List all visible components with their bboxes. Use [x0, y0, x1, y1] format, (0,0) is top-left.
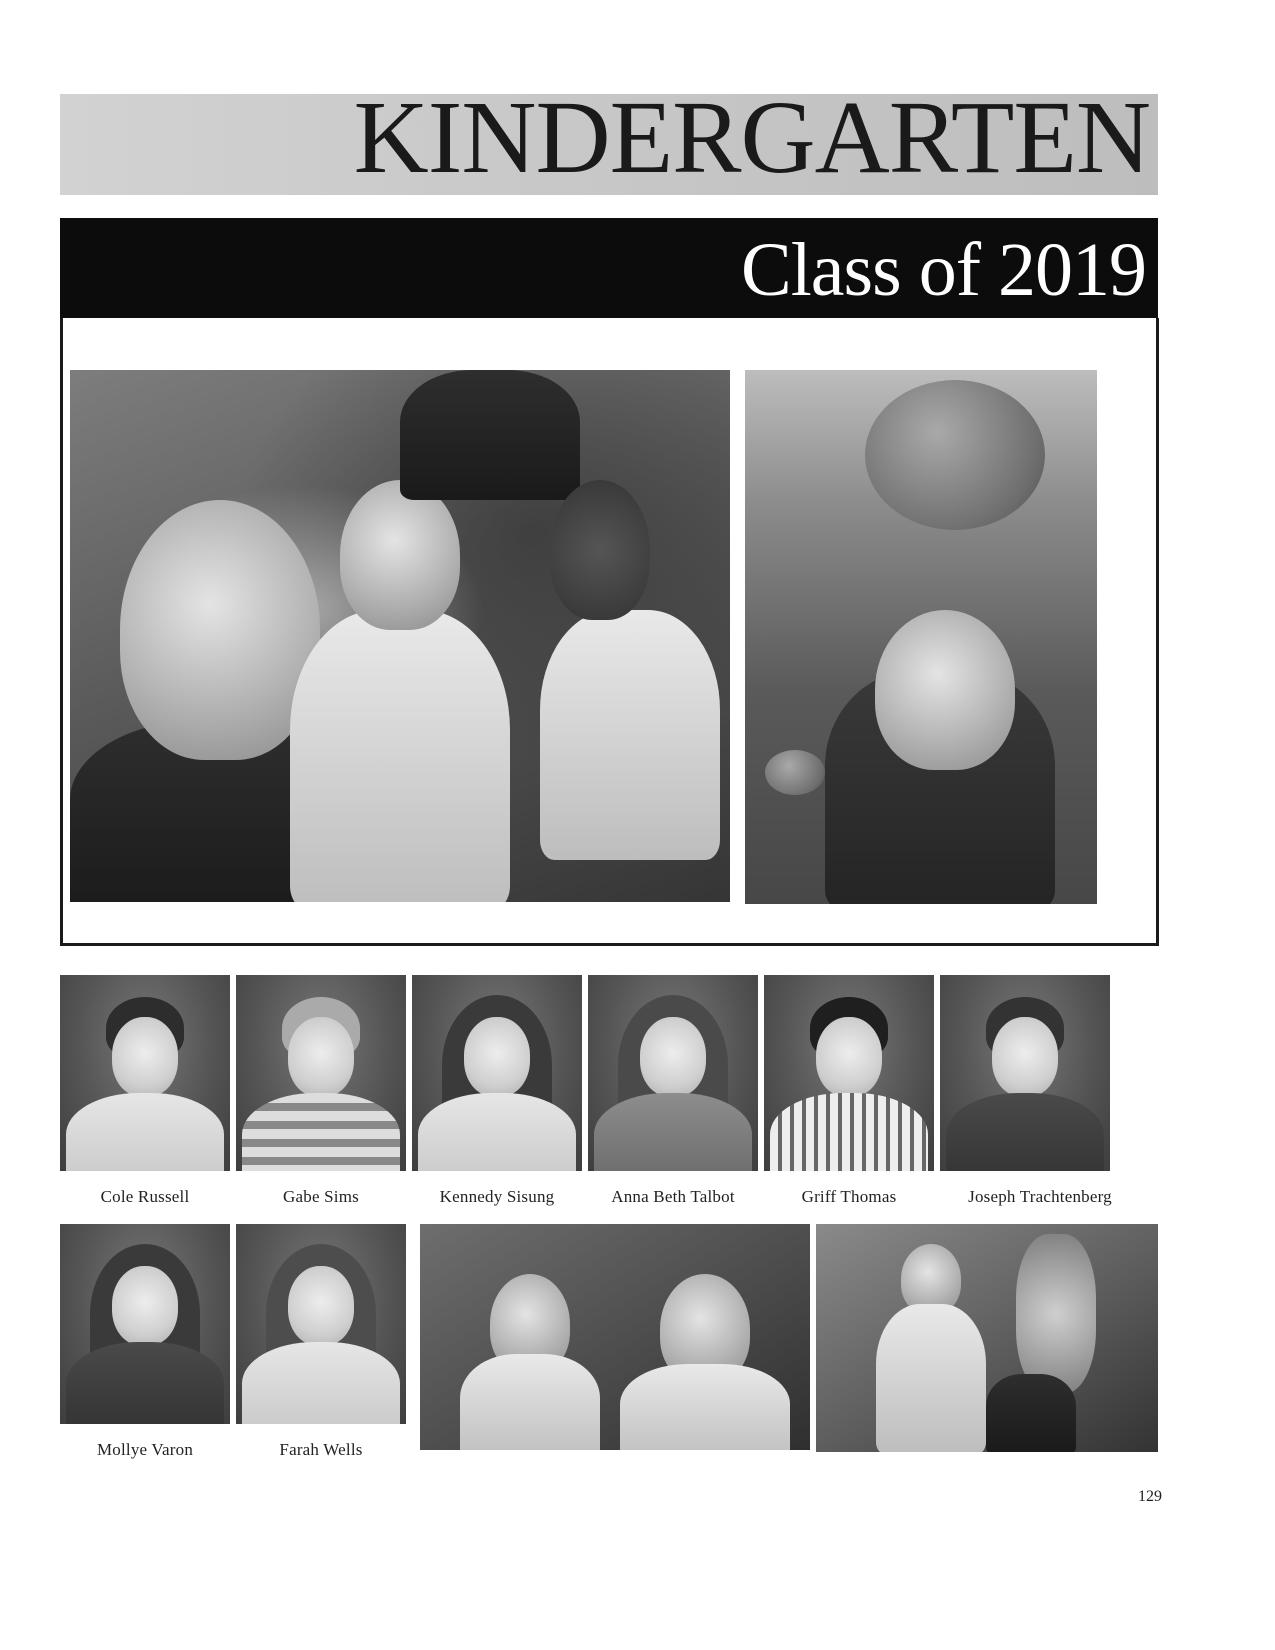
- student-name: Farah Wells: [279, 1440, 363, 1459]
- feature-photo-halloween: [70, 370, 730, 902]
- title-band: [60, 80, 1158, 195]
- student-portrait: [588, 975, 758, 1171]
- student-portrait: [60, 1224, 230, 1424]
- page-title: KINDERGARTEN: [353, 80, 1150, 195]
- student-name: Mollye Varon: [96, 1440, 194, 1459]
- student-name: Joseph Trachtenberg: [968, 1187, 1112, 1206]
- student-name: Gabe Sims: [283, 1187, 359, 1206]
- page-number: 129: [1138, 1488, 1162, 1505]
- student-portrait: [236, 975, 406, 1171]
- student-portrait: [764, 975, 934, 1171]
- student-portrait: [412, 975, 582, 1171]
- subtitle-band: [60, 218, 1158, 318]
- student-portrait: [236, 1224, 406, 1424]
- student-name: Kennedy Sisung: [439, 1187, 555, 1206]
- candid-photo-parade: [816, 1224, 1158, 1452]
- student-name: Anna Beth Talbot: [611, 1187, 735, 1206]
- candid-photo-costumes: [420, 1224, 810, 1450]
- student-portrait: [940, 975, 1110, 1171]
- feature-photo-pumpkin: [745, 370, 1097, 904]
- student-name: Cole Russell: [100, 1187, 190, 1206]
- student-name: Griff Thomas: [801, 1187, 897, 1206]
- student-portrait: [60, 975, 230, 1171]
- page-subtitle: Class of 2019: [741, 228, 1146, 312]
